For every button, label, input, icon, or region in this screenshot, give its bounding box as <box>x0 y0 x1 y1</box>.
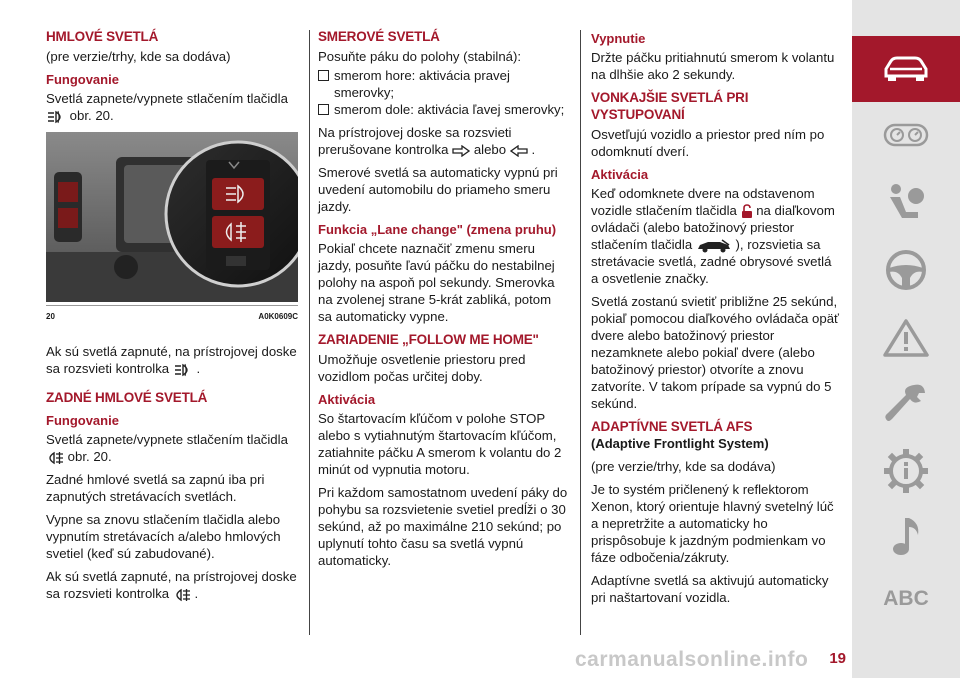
subheading-lane-change: Funkcia „Lane change" (zmena pruhu) <box>318 222 557 237</box>
paragraph-activation-2: Pri každom samostatnom uvedení páky do pohybu sa rozsvietenie svetiel predĺži o 30 sekúnd, až po maximálne 210 sekúnd; po uplynutí tohto času sa svetlá vypnú automaticky. <box>318 485 568 568</box>
paragraph-toggle-front <box>46 90 298 124</box>
paragraph-text: Svetlá zapnete/vypnete stlačením tlačidla <box>46 91 288 106</box>
subheading-function: Fungovanie <box>46 72 119 87</box>
sidebar-item-car[interactable] <box>852 36 960 102</box>
paragraph-unlock <box>591 185 841 287</box>
paragraph-lamp-rear <box>46 568 298 602</box>
paragraph-activation-1: So štartovacím kľúčom v polohe STOP alebo s vytiahnutým štartovacím kľúčom, zatiahnite páčku A smerom k volantu do 2 minút od vypnutia motoru. <box>318 411 562 477</box>
paragraph-switch-off: Držte páčku pritiahnutú smerom k volantu na dlhšie ako 2 sekundy. <box>591 50 835 82</box>
heading-turn-signals: SMEROVÉ SVETLÁ <box>318 29 440 44</box>
figure-caption <box>46 305 298 325</box>
paragraph-afs-version: (pre verzie/trhy, kde sa dodáva) <box>591 459 776 475</box>
subheading-afs-full: (Adaptive Frontlight System) <box>591 436 769 452</box>
paragraph-follow-me-home: Umožňuje osvetlenie priestoru pred vozidlom počas určitej doby. <box>318 352 526 384</box>
rear-fog-icon <box>46 451 64 465</box>
chapter-sidebar <box>852 0 960 678</box>
rear-fog-warning-icon <box>173 588 191 602</box>
column-2 <box>318 28 568 575</box>
paragraph-text: alebo <box>473 142 507 157</box>
index-abc-label: ABC <box>883 587 929 610</box>
bullet-text: smerom hore: aktivácia pravej smerovky; <box>334 68 510 100</box>
paragraph-text: Na prístrojovej doske sa rozsvieti prerušovane kontrolka <box>318 125 512 157</box>
sidebar-item-emergency[interactable] <box>852 313 960 363</box>
paragraph-exit-lights: Osvetľujú vozidlo a priestor pred ním po odomknutí dverí. <box>591 127 825 159</box>
figure-code: A0K0609C <box>258 312 298 321</box>
paragraph-text: obr. 20. <box>69 108 114 123</box>
unlock-padlock-icon <box>741 204 753 219</box>
bullet-square-icon <box>318 104 329 115</box>
sidebar-item-maintenance[interactable] <box>852 378 960 430</box>
sidebar-item-instruments[interactable] <box>852 115 960 155</box>
paragraph-text: ), rozsvietia sa stretávacie svetlá, zadné obrysové svetlá a osvetlenie značky. <box>591 237 832 287</box>
sidebar-item-driving[interactable] <box>852 245 960 295</box>
car-trunk-icon <box>696 239 732 253</box>
paragraph-text: Keď odomknete dvere na odstavenom vozidle stlačením tlačidla <box>591 186 815 218</box>
car-icon <box>882 54 930 84</box>
column-1 <box>46 28 298 608</box>
paragraph-text: Ak sú svetlá zapnuté, na prístrojovej doske sa rozsvieti kontrolka <box>46 344 297 376</box>
paragraph-lit-duration: Svetlá zostanú svietiť približne 25 sekúnd, pokiaľ pomocou diaľkového ovládača opäť dvere alebo batožinový priestor nezamknete alebo pokiaľ dvere (alebo batožinový priestor) otvoríte a znovu zatvoríte. V takom prípade sa vypnú do 5 sekúnd. <box>591 294 839 412</box>
bullet-down <box>318 101 568 118</box>
paragraph-text: . <box>194 586 199 601</box>
paragraph-lane-change: Pokiaľ chcete naznačiť zmenu smeru jazdy, posuňte ľavú páčku do nestabilnej polohy na aspoň pol sekundy. Smerovka na zvolenej strane 5-krát zabliká, potom sa automaticky vypne. <box>318 241 555 324</box>
watermark: carmanualsonline.info <box>575 648 809 671</box>
bullet-square-icon <box>318 70 329 81</box>
subheading-function-rear: Fungovanie <box>46 413 119 428</box>
front-fog-warning-icon <box>173 363 193 377</box>
paragraph-move-lever: Posuňte páku do polohy (stabilná): <box>318 49 522 64</box>
paragraph-afs-description: Je to systém pričlenený k reflektorom Xenon, ktorý orientuje hlavný svetelný lúč a nepretržite a automaticky ho prispôsobuje k jazdným podmienkam vo fáze odbočenia/zákruty. <box>591 482 834 566</box>
dashboard-button-figure <box>46 132 298 302</box>
paragraph-toggle-rear <box>46 431 298 465</box>
paragraph-flash-lamp <box>318 124 568 158</box>
paragraph-text: na diaľkovom ovládači (alebo batožinový priestor stlačením tlačidla <box>591 203 835 253</box>
heading-rear-fog-lights: ZADNÉ HMLOVÉ SVETLÁ <box>46 390 208 405</box>
music-note-icon <box>888 515 924 559</box>
subheading-activation: Aktivácia <box>318 392 376 407</box>
bullet-up <box>318 67 568 101</box>
heading-front-fog-lights: HMLOVÉ SVETLÁ <box>46 29 159 44</box>
sidebar-item-safety[interactable] <box>852 178 960 228</box>
paragraph-switch-off: Vypne sa znovu stlačením tlačidla alebo vypnutím stretávacích a/alebo hmlových svetiel (keď sú zabudované). <box>46 512 281 561</box>
subheading-activation: Aktivácia <box>591 167 649 182</box>
front-fog-icon <box>46 110 66 124</box>
column-3 <box>591 28 841 612</box>
heading-exit-lights: VONKAJŠIE SVETLÁ PRI VYSTUPOVANÍ <box>591 90 749 122</box>
sidebar-item-technical-data[interactable] <box>852 446 960 496</box>
left-arrow-icon <box>510 145 528 157</box>
sidebar-item-index[interactable] <box>852 584 960 614</box>
info-gear-icon <box>883 448 929 494</box>
dashboard-photo-illustration <box>46 132 298 302</box>
page-number: 19 <box>829 650 846 667</box>
column-divider <box>309 30 310 635</box>
paragraph-text: . <box>531 142 536 157</box>
figure-number: 20 <box>46 312 55 321</box>
heading-afs: ADAPTÍVNE SVETLÁ AFS <box>591 419 753 435</box>
heading-follow-me-home: ZARIADENIE „FOLLOW ME HOME" <box>318 332 539 347</box>
steering-wheel-icon <box>884 248 928 292</box>
instrument-cluster-icon <box>883 122 929 148</box>
bullet-text: smerom dole: aktivácia ľavej smerovky; <box>334 102 565 117</box>
paragraph-text: Ak sú svetlá zapnuté, na prístrojovej doske sa rozsvieti kontrolka <box>46 569 297 601</box>
paragraph-text: Svetlá zapnete/vypnete stlačením tlačidla <box>46 432 288 447</box>
subheading-switch-off: Vypnutie <box>591 31 646 46</box>
warning-triangle-icon <box>883 318 929 358</box>
paragraph-text: . <box>196 361 201 376</box>
column-divider <box>580 30 581 635</box>
wrench-icon <box>884 381 928 427</box>
right-arrow-icon <box>452 145 470 157</box>
paragraph-text: obr. 20. <box>67 449 112 464</box>
paragraph-afs-auto: Adaptívne svetlá sa aktivujú automaticky pri naštartovaní vozidla. <box>591 573 829 606</box>
sidebar-item-multimedia[interactable] <box>852 512 960 562</box>
airbag-passenger-icon <box>884 182 928 224</box>
paragraph-lamp-front <box>46 343 298 377</box>
paragraph-only-dipped: Zadné hmlové svetlá sa zapnú iba pri zapnutých stretávacích svetlách. <box>46 472 265 504</box>
paragraph-auto-off: Smerové svetlá sa automaticky vypnú pri uvedení automobilu do priameho smeru jazdy. <box>318 165 558 214</box>
version-note: (pre verzie/trhy, kde sa dodáva) <box>46 49 231 64</box>
